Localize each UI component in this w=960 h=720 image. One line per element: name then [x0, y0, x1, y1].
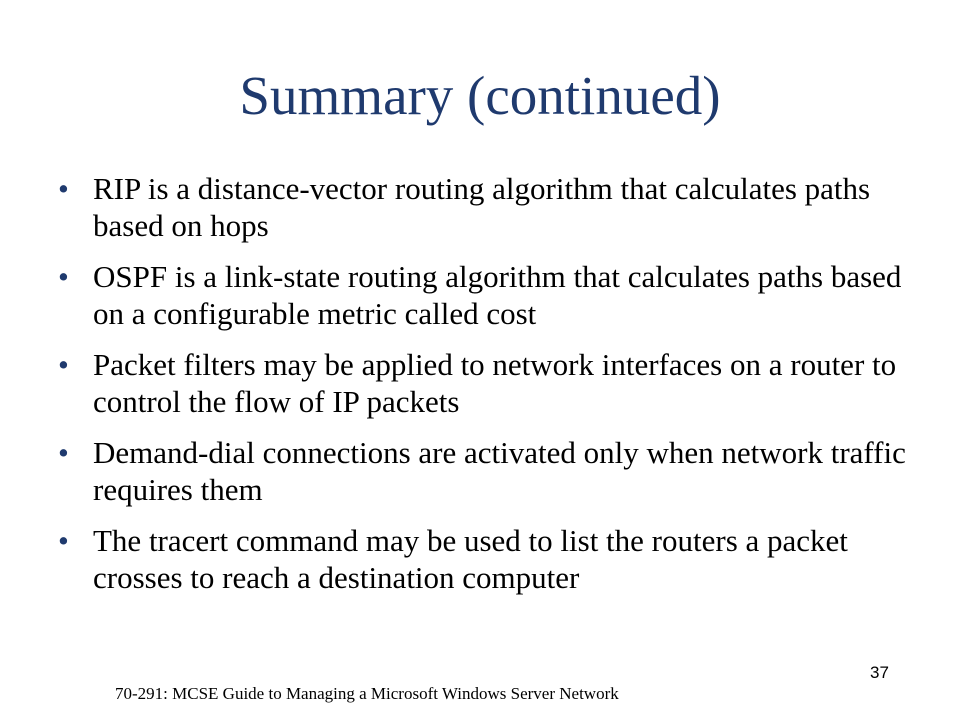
bullet-dot-icon: •: [58, 435, 69, 470]
bullet-text: OSPF is a link-state routing algorithm that calculates paths based on a configurable metric called cost: [93, 259, 902, 331]
bullet-item: [58, 522, 918, 596]
bullet-dot-icon: •: [58, 259, 69, 294]
bullet-dot-icon: •: [58, 523, 69, 558]
bullet-dot-icon: •: [58, 347, 69, 382]
bullet-text: The tracert command may be used to list the routers a packet crosses to reach a destination computer: [93, 523, 848, 595]
bullet-item: [58, 434, 918, 508]
footer-text: 70-291: MCSE Guide to Managing a Microsoft Windows Server Network: [115, 684, 619, 703]
bullet-text: Packet filters may be applied to network interfaces on a router to control the flow of IP packets: [93, 347, 897, 419]
bullet-item: [58, 170, 918, 244]
bullet-dot-icon: •: [58, 171, 69, 206]
bullet-list: [58, 170, 918, 610]
bullet-item: [58, 258, 918, 332]
slide-title: Summary (continued): [239, 65, 721, 126]
bullet-item: [58, 346, 918, 420]
bullet-text: Demand-dial connections are activated only when network traffic requires them: [93, 435, 906, 507]
bullet-text: RIP is a distance-vector routing algorithm that calculates paths based on hops: [93, 171, 871, 243]
page-number: 37: [870, 663, 889, 682]
